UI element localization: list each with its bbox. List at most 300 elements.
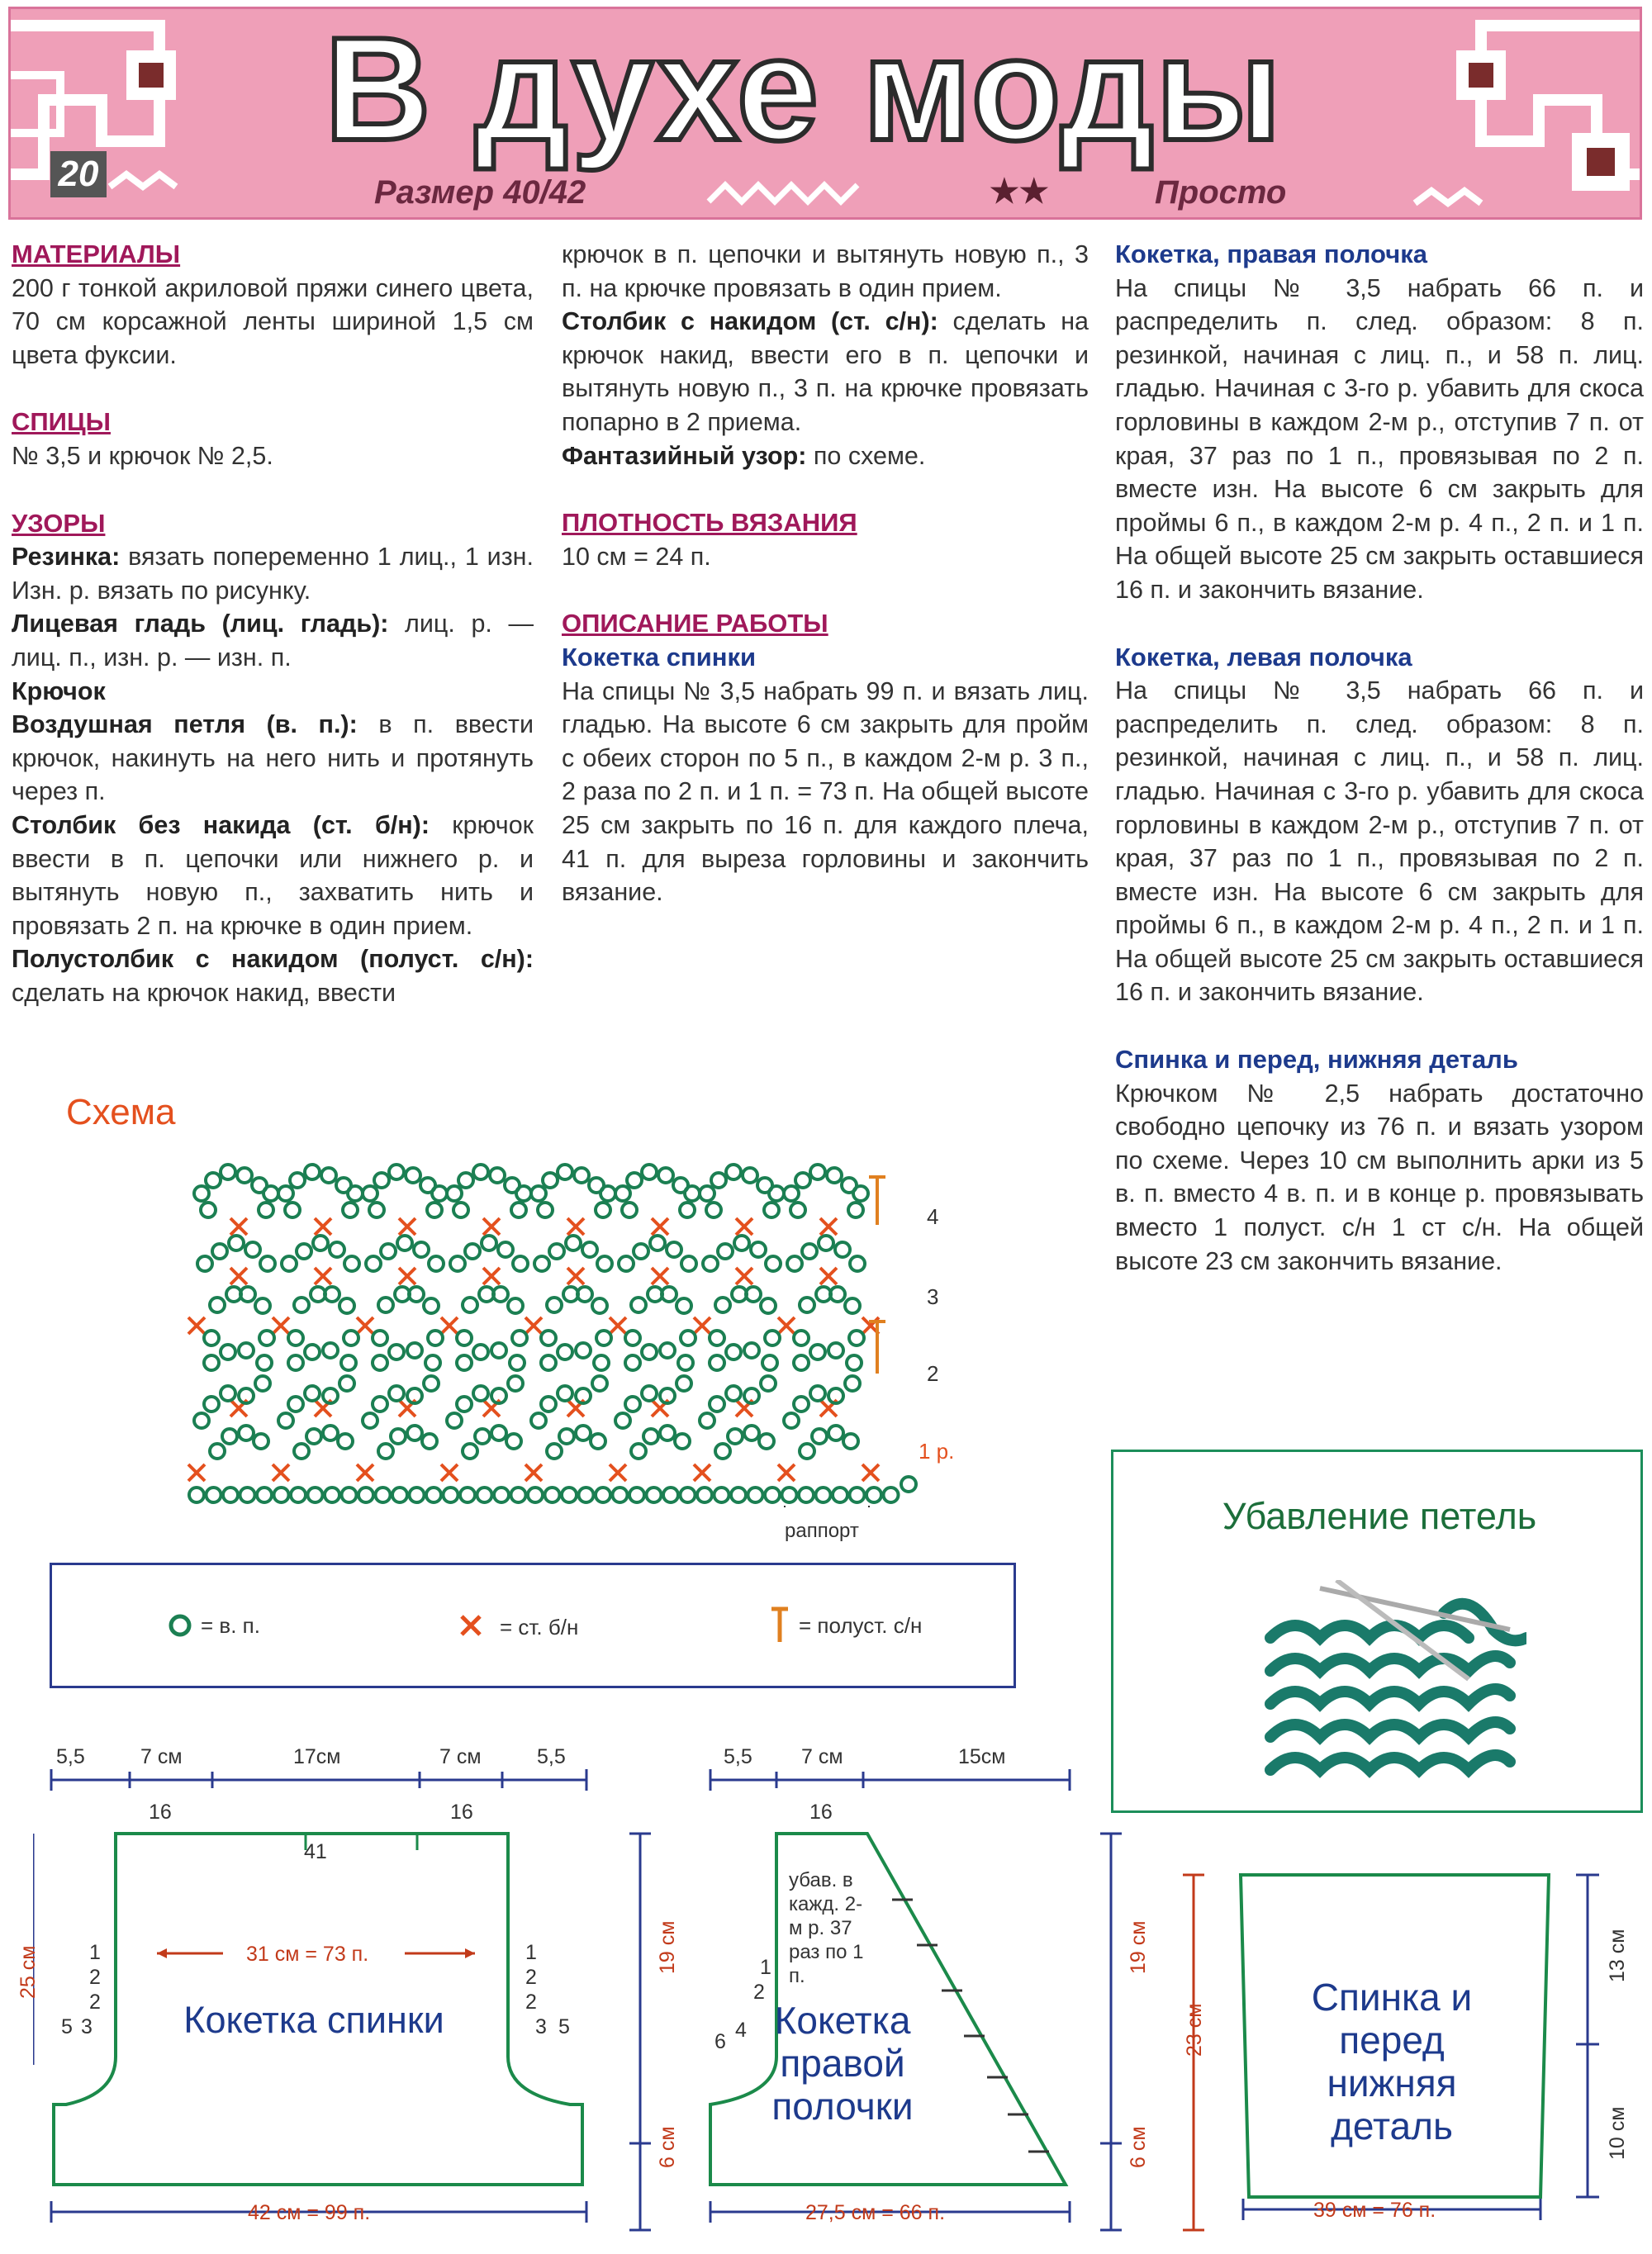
chain-stitch bbox=[508, 1298, 523, 1313]
chain-stitch bbox=[596, 1203, 610, 1217]
chain-stitch bbox=[424, 1376, 439, 1391]
chain-stitch bbox=[710, 1355, 724, 1370]
chain-stitch bbox=[576, 1343, 591, 1358]
sc-stitch bbox=[567, 1218, 584, 1235]
chain-stitch bbox=[726, 1386, 741, 1401]
chain-description: Воздушная петля (в. п.): в п. ввести крючок, накинуть на него нить и протянуть через п. bbox=[12, 710, 534, 806]
sc-stitch bbox=[778, 1464, 795, 1481]
chain-stitch bbox=[255, 1298, 270, 1313]
chain-stitch bbox=[615, 1186, 630, 1201]
chain-stitch bbox=[743, 1168, 757, 1183]
chain-stitch bbox=[378, 1444, 393, 1459]
chain-stitch bbox=[240, 1488, 255, 1502]
chain-stitch bbox=[465, 1244, 480, 1259]
chain-stitch bbox=[453, 1203, 468, 1217]
chain-stitch bbox=[373, 1355, 387, 1370]
chain-stitch bbox=[597, 1256, 612, 1271]
chain-stitch bbox=[391, 1429, 406, 1444]
chain-stitch bbox=[541, 1331, 556, 1345]
front-decr-3: 4 bbox=[735, 2019, 747, 2042]
chain-stitch bbox=[506, 1434, 521, 1449]
chain-stitch bbox=[511, 1488, 526, 1502]
back-yoke-diagram bbox=[33, 1734, 611, 2247]
back-yoke-text: На спицы № 3,5 набрать 99 п. и вязать лиц. гладью. На высоте 6 см закрыть для пройм с обеих сторон по 5 п., в каждом 2-м р. 3 п., 2 раза по 2 п. и 1 п. = 73 п. На общей высоте 25 см закрыть по 16 п. для каждого плеча, 41 п. для выреза горловины и закончить вязание. bbox=[562, 676, 1089, 907]
front-shoulder: 16 bbox=[809, 1801, 833, 1824]
front-decr-4: 6 bbox=[714, 2030, 726, 2053]
chain-stitch bbox=[714, 1488, 729, 1502]
chain-stitch bbox=[787, 1256, 802, 1271]
chain-stitch bbox=[463, 1298, 477, 1312]
chain-stitch bbox=[642, 1165, 657, 1179]
chain-stitch bbox=[206, 1173, 221, 1188]
back-left-decr-3: 2 bbox=[89, 1991, 101, 2014]
chain-stitch bbox=[715, 1444, 730, 1459]
chain-stitch bbox=[422, 1434, 437, 1449]
back-shoulder-left: 16 bbox=[149, 1801, 172, 1824]
patterns-heading: УЗОРЫ bbox=[12, 508, 106, 538]
sc-stitch bbox=[399, 1268, 415, 1284]
chain-stitch bbox=[406, 1168, 420, 1183]
chain-stitch bbox=[194, 1413, 209, 1428]
chain-stitch bbox=[681, 1256, 696, 1271]
chain-stitch bbox=[601, 1186, 615, 1201]
chain-stitch bbox=[508, 1376, 523, 1391]
materials-text: 200 г тонкой акриловой пряжи синего цвета, 70 см корсажной ленты шириной 1,5 см цвета фуксии. bbox=[12, 273, 534, 369]
page-title: В духе моды bbox=[325, 7, 1284, 171]
back-right-decr-2: 2 bbox=[525, 1966, 537, 1989]
sc-stitch bbox=[483, 1268, 500, 1284]
chain-stitch bbox=[582, 1242, 597, 1257]
chain-stitch bbox=[810, 1345, 825, 1360]
chain-stitch bbox=[728, 1429, 743, 1444]
chain-stitch bbox=[222, 1429, 237, 1444]
chain-stitch bbox=[397, 1236, 412, 1250]
legend-sc: = ст. б/н bbox=[500, 1615, 579, 1639]
chain-stitch bbox=[711, 1173, 726, 1188]
difficulty-label: Просто bbox=[1155, 174, 1287, 211]
chain-stitch bbox=[558, 1386, 572, 1401]
chain-stitch bbox=[543, 1173, 558, 1188]
chain-stitch bbox=[558, 1165, 572, 1179]
chain-stitch bbox=[510, 1355, 525, 1370]
lower-piece-label: Спинка и перед нижняя деталь bbox=[1311, 1976, 1473, 2147]
hdc-symbol-icon bbox=[767, 1605, 792, 1646]
back-bottom-label: 42 см = 99 п. bbox=[248, 2201, 371, 2224]
sc-stitch bbox=[315, 1268, 331, 1284]
chain-stitch bbox=[201, 1203, 216, 1217]
chain-stitch bbox=[802, 1244, 817, 1259]
chain-stitch bbox=[206, 1488, 221, 1502]
chain-stitch bbox=[531, 1186, 546, 1201]
chain-stitch bbox=[866, 1488, 881, 1502]
chain-stitch bbox=[389, 1165, 404, 1179]
middle-column bbox=[562, 238, 1089, 909]
scheme-row-4: 4 bbox=[927, 1204, 939, 1229]
lower-bottom-label: 39 см = 76 п. bbox=[1313, 2199, 1436, 2222]
sc-stitch bbox=[820, 1268, 837, 1284]
chain-stitch bbox=[547, 1298, 562, 1312]
chain-stitch bbox=[204, 1331, 219, 1345]
chain-stitch bbox=[457, 1355, 472, 1370]
chain-stitch bbox=[341, 1355, 356, 1370]
chain-stitch bbox=[254, 1434, 268, 1449]
chain-stitch bbox=[255, 1376, 270, 1391]
chain-stitch bbox=[643, 1429, 658, 1444]
chain-stitch bbox=[663, 1488, 678, 1502]
sc-stitch bbox=[315, 1218, 331, 1235]
chain-stitch bbox=[245, 1242, 260, 1257]
sc-stitch bbox=[862, 1464, 879, 1481]
sc-stitch bbox=[778, 1317, 795, 1334]
chain-stitch bbox=[625, 1397, 640, 1412]
back-dim-5: 5,5 bbox=[537, 1745, 566, 1768]
chain-stitch bbox=[592, 1376, 607, 1391]
chain-stitch bbox=[531, 1413, 546, 1428]
hdc-stitch bbox=[869, 1322, 885, 1374]
right-yoke-text: На спицы № 3,5 набрать 66 п. и распределить п. след. образом: 8 п. резинкой, начиная с лиц. п., и 58 п. лиц. гладью. Начиная с 3-го р. убавить для скоса горловины в каждом 2-м р., отступив 7 п. от края, 37 раз по 1 п., провязывая по 2 п. вместе изн. На высоте 6 см закрыть для проймы 6 п., в каждом 2-м р. 4 п., 2 п. и 1 п. На общей высоте 25 см закрыть оставшиеся 16 п. и закончить вязание. bbox=[1115, 273, 1644, 604]
front-dim-1: 5,5 bbox=[724, 1745, 752, 1768]
chain-stitch bbox=[629, 1488, 644, 1502]
chain-stitch bbox=[424, 1298, 439, 1313]
chain-stitch bbox=[197, 1256, 212, 1271]
crochet-scheme bbox=[182, 1160, 975, 1507]
chain-stitch bbox=[348, 1186, 363, 1201]
chain-stitch bbox=[294, 1444, 309, 1459]
chain-stitch bbox=[389, 1386, 404, 1401]
back-dim-4: 7 см bbox=[439, 1745, 482, 1768]
chain-stitch bbox=[305, 1345, 320, 1360]
front-decr-1: 1 bbox=[760, 1956, 771, 1979]
chain-stitch bbox=[800, 1444, 814, 1459]
chain-stitch bbox=[511, 1203, 526, 1217]
chain-stitch bbox=[847, 1355, 862, 1370]
chain-stitch bbox=[541, 1355, 556, 1370]
chain-stitch bbox=[212, 1244, 227, 1259]
chain-stitch bbox=[490, 1168, 505, 1183]
chain-stitch bbox=[373, 1331, 387, 1345]
gauge-text: 10 см = 24 п. bbox=[562, 542, 711, 571]
chain-stitch bbox=[647, 1488, 662, 1502]
chain-stitch bbox=[562, 1488, 577, 1502]
chain-stitch bbox=[282, 1256, 297, 1271]
zigzag-icon bbox=[705, 178, 870, 208]
sc-stitch bbox=[652, 1268, 668, 1284]
chain-stitch bbox=[819, 1236, 833, 1250]
chain-stitch bbox=[263, 1186, 278, 1201]
back-lower-height: 6 см bbox=[656, 2126, 679, 2168]
scheme-row-1: 1 р. bbox=[919, 1439, 955, 1464]
back-upper-height: 19 см bbox=[656, 1920, 679, 1974]
chain-stitch bbox=[288, 1397, 303, 1412]
legend-hdc: = полуст. с/н bbox=[799, 1613, 923, 1638]
lower-lower-height: 10 см bbox=[1606, 2106, 1629, 2160]
sc-stitch bbox=[525, 1464, 542, 1481]
chain-stitch bbox=[710, 1397, 724, 1412]
left-column bbox=[12, 238, 534, 1009]
chain-stitch bbox=[726, 1345, 741, 1360]
chain-stitch bbox=[221, 1165, 235, 1179]
chain-stitch bbox=[762, 1355, 777, 1370]
page-number: 20 bbox=[50, 151, 107, 197]
chain-stitch bbox=[810, 1165, 825, 1179]
sc-stitch bbox=[736, 1268, 752, 1284]
chain-stitch bbox=[901, 1477, 916, 1492]
chain-stitch bbox=[321, 1168, 336, 1183]
chain-stitch bbox=[313, 1236, 328, 1250]
repeat-bracket bbox=[785, 1506, 869, 1507]
chain-stitch bbox=[726, 1165, 741, 1179]
chain-stitch bbox=[538, 1203, 553, 1217]
chain-stitch bbox=[748, 1488, 763, 1502]
chain-stitch bbox=[189, 1488, 204, 1502]
hdc-continuation: крючок в п. цепочки и вытянуть новую п., 3 п. на крючке провязать в один прием. bbox=[562, 240, 1089, 302]
chain-stitch bbox=[392, 1488, 407, 1502]
chain-stitch bbox=[447, 1186, 462, 1201]
back-right-decr-3: 2 bbox=[525, 1991, 537, 2014]
chain-stitch bbox=[257, 1355, 272, 1370]
chain-stitch bbox=[374, 1173, 389, 1188]
chain-stitch bbox=[274, 1488, 289, 1502]
chain-stitch bbox=[291, 1488, 306, 1502]
chain-stitch bbox=[734, 1236, 749, 1250]
sc-stitch bbox=[230, 1268, 247, 1284]
chain-stitch bbox=[850, 1256, 865, 1271]
chain-stitch bbox=[534, 1256, 549, 1271]
chain-stitch bbox=[306, 1429, 321, 1444]
chain-stitch bbox=[794, 1331, 809, 1345]
chain-stitch bbox=[491, 1426, 506, 1440]
chain-stitch bbox=[710, 1331, 724, 1345]
chain-stitch bbox=[366, 1256, 381, 1271]
chain-stitch bbox=[850, 1488, 865, 1502]
chain-stitch bbox=[800, 1298, 814, 1312]
chain-stitch bbox=[596, 1488, 610, 1502]
chain-stitch bbox=[229, 1236, 244, 1250]
gauge-heading: ПЛОТНОСТЬ ВЯЗАНИЯ bbox=[562, 508, 857, 538]
chain-stitch bbox=[444, 1488, 458, 1502]
sc-stitch bbox=[399, 1218, 415, 1235]
chain-stitch bbox=[731, 1488, 746, 1502]
chain-stitch bbox=[498, 1242, 513, 1257]
back-dim-2: 7 см bbox=[140, 1745, 183, 1768]
decrease-title: Убавление петель bbox=[1222, 1495, 1537, 1537]
front-bottom-label: 27,5 см = 66 п. bbox=[805, 2201, 946, 2224]
chain-stitch bbox=[634, 1244, 648, 1259]
chain-stitch bbox=[667, 1242, 681, 1257]
chain-stitch bbox=[528, 1488, 543, 1502]
chain-stitch bbox=[784, 1413, 799, 1428]
chain-stitch bbox=[237, 1168, 252, 1183]
legend-chain: = в. п. bbox=[201, 1613, 260, 1638]
chain-stitch bbox=[288, 1355, 303, 1370]
chain-stitch bbox=[845, 1376, 860, 1391]
chain-stitch bbox=[482, 1236, 496, 1250]
chain-stitch bbox=[765, 1331, 780, 1345]
size-label: Размер 40/42 bbox=[374, 174, 586, 211]
sc-stitch bbox=[441, 1464, 458, 1481]
chain-stitch bbox=[425, 1355, 440, 1370]
chain-stitch bbox=[260, 1256, 275, 1271]
front-dim-2: 7 см bbox=[801, 1745, 843, 1768]
chain-stitch bbox=[794, 1355, 809, 1370]
chain-stitch bbox=[339, 1298, 354, 1313]
header-banner bbox=[8, 7, 1642, 220]
sc-stitch bbox=[736, 1218, 752, 1235]
chain-stitch bbox=[853, 1186, 868, 1201]
back-neck: 41 bbox=[304, 1840, 327, 1863]
chain-stitch bbox=[650, 1236, 665, 1250]
scheme-row-2: 2 bbox=[927, 1361, 939, 1386]
chain-stitch bbox=[239, 1426, 254, 1440]
chain-stitch bbox=[685, 1186, 700, 1201]
chain-stitch bbox=[615, 1413, 630, 1428]
hdc-stitch bbox=[869, 1177, 885, 1225]
chain-stitch bbox=[642, 1345, 657, 1360]
chain-stitch bbox=[323, 1343, 338, 1358]
chain-stitch bbox=[706, 1203, 721, 1217]
back-height-ruler bbox=[628, 1825, 661, 2238]
chain-stitch bbox=[308, 1488, 323, 1502]
chain-stitch bbox=[325, 1488, 339, 1502]
chain-stitch bbox=[290, 1173, 305, 1188]
back-yoke-label: Кокетка спинки bbox=[183, 1999, 444, 2041]
chain-stitch bbox=[765, 1488, 780, 1502]
chain-stitch bbox=[703, 1256, 718, 1271]
chain-stitch bbox=[457, 1331, 472, 1345]
lower-upper-height: 13 см bbox=[1606, 1929, 1629, 1982]
chain-stitch bbox=[676, 1376, 691, 1391]
front-total-height: 23 см bbox=[1183, 2003, 1206, 2057]
chain-stitch bbox=[574, 1168, 589, 1183]
chain-stitch bbox=[744, 1343, 759, 1358]
hook-heading: Крючок bbox=[12, 676, 106, 705]
chain-stitch bbox=[558, 1345, 572, 1360]
chain-stitch bbox=[631, 1444, 646, 1459]
chain-stitch bbox=[512, 1331, 527, 1345]
scheme-row-3: 3 bbox=[927, 1284, 939, 1309]
back-right-decr-5: 5 bbox=[558, 2015, 570, 2038]
chain-stitch bbox=[579, 1488, 594, 1502]
chain-stitch bbox=[513, 1256, 528, 1271]
chain-stitch bbox=[407, 1426, 422, 1440]
chain-stitch bbox=[795, 1173, 810, 1188]
repeat-label: раппорт bbox=[785, 1520, 859, 1542]
chain-stitch bbox=[194, 1186, 209, 1201]
chain-stitch bbox=[278, 1413, 293, 1428]
chain-stitch bbox=[697, 1488, 712, 1502]
sc-stitch bbox=[820, 1218, 837, 1235]
chain-stitch bbox=[376, 1488, 391, 1502]
chain-stitch bbox=[566, 1236, 581, 1250]
chain-stitch bbox=[259, 1203, 273, 1217]
chain-stitch bbox=[625, 1331, 640, 1345]
chain-stitch bbox=[591, 1434, 605, 1449]
chain-stitch bbox=[576, 1426, 591, 1440]
chain-stitch bbox=[363, 1413, 377, 1428]
back-left-decr-5: 5 bbox=[61, 2015, 73, 2038]
chain-stitch bbox=[278, 1186, 293, 1201]
chain-stitch bbox=[625, 1355, 640, 1370]
chain-stitch bbox=[358, 1488, 373, 1502]
chain-stitch bbox=[631, 1298, 646, 1312]
dc-description: Столбик с накидом (ст. с/н): сделать на крючок накид, ввести его в п. цепочки и вытянуть новую п., 3 п. на крючке провязать попарно в 2 приема. bbox=[562, 307, 1089, 436]
chain-stitch bbox=[547, 1444, 562, 1459]
chain-stitch bbox=[541, 1397, 556, 1412]
back-height-label: 25 см bbox=[17, 1945, 40, 1999]
sc-description: Столбик без накида (ст. б/н): крючок ввести в п. цепочки или нижнего р. и вытянуть новую п., захватить нить и провязать 2 п. на крючке в один прием. bbox=[12, 810, 534, 940]
back-right-decr-1: 1 bbox=[525, 1941, 537, 1964]
chain-stitch bbox=[204, 1355, 219, 1370]
chain-stitch bbox=[204, 1397, 219, 1412]
sc-stitch bbox=[441, 1317, 458, 1334]
chain-stitch bbox=[848, 1203, 863, 1217]
chain-stitch bbox=[473, 1165, 488, 1179]
chain-stitch bbox=[833, 1488, 847, 1502]
chain-stitch bbox=[828, 1426, 843, 1440]
chain-stitch bbox=[642, 1386, 657, 1401]
chain-stitch bbox=[475, 1429, 490, 1444]
chain-stitch bbox=[751, 1242, 766, 1257]
chain-stitch bbox=[761, 1298, 776, 1313]
legend-box bbox=[50, 1563, 1016, 1688]
chain-stitch bbox=[828, 1343, 843, 1358]
chain-stitch bbox=[428, 1331, 443, 1345]
chain-stitch bbox=[338, 1434, 353, 1449]
chain-stitch bbox=[790, 1203, 805, 1217]
sc-stitch bbox=[525, 1317, 542, 1334]
chain-stitch bbox=[221, 1386, 235, 1401]
chain-stitch bbox=[432, 1186, 447, 1201]
chain-stitch bbox=[613, 1488, 628, 1502]
sc-stitch bbox=[357, 1464, 373, 1481]
chain-stitch bbox=[305, 1165, 320, 1179]
chain-stitch bbox=[675, 1434, 690, 1449]
chain-stitch bbox=[849, 1331, 864, 1345]
front-decrease-note: убав. в кажд. 2-м р. 37 раз по 1 п. bbox=[789, 1869, 864, 1987]
chain-stitch bbox=[766, 1256, 781, 1271]
sc-stitch bbox=[188, 1317, 205, 1334]
sc-stitch bbox=[273, 1464, 289, 1481]
sc-stitch bbox=[610, 1317, 626, 1334]
front-dim-3: 15см bbox=[958, 1745, 1006, 1768]
right-ornament-icon bbox=[1407, 9, 1642, 220]
chain-stitch bbox=[257, 1488, 272, 1502]
chain-stitch bbox=[516, 1186, 531, 1201]
chain-stitch bbox=[884, 1488, 899, 1502]
sc-stitch bbox=[357, 1317, 373, 1334]
lower-piece-text: Крючком № 2,5 набрать достаточно свободно цепочку из 76 п. и вязать узором по схеме. Через 10 см выполнить арки из 5 в. п. вместо 4 в. п. и в конце р. провязывать вместо 1 полуст. с/н 1 ст с/н. На общей высоте 23 см закончить вязание. bbox=[1115, 1079, 1644, 1275]
chain-stitch bbox=[294, 1298, 309, 1312]
chain-stitch bbox=[407, 1343, 422, 1358]
chain-stitch bbox=[812, 1429, 827, 1444]
chain-stitch bbox=[594, 1355, 609, 1370]
chain-stitch bbox=[210, 1298, 225, 1312]
chain-stitch bbox=[339, 1376, 354, 1391]
chain-stitch bbox=[619, 1256, 634, 1271]
scheme-label: Схема bbox=[66, 1092, 176, 1132]
sc-stitch bbox=[610, 1464, 626, 1481]
chain-stitch bbox=[494, 1488, 509, 1502]
chain-stitch bbox=[473, 1386, 488, 1401]
chain-stitch bbox=[784, 1186, 799, 1201]
work-heading: ОПИСАНИЕ РАБОТЫ bbox=[562, 609, 828, 638]
chain-stitch bbox=[794, 1397, 809, 1412]
sc-stitch bbox=[567, 1268, 584, 1284]
chain-stitch bbox=[761, 1376, 776, 1391]
chain-stitch bbox=[681, 1488, 695, 1502]
chain-stitch bbox=[450, 1256, 465, 1271]
chain-stitch bbox=[810, 1386, 825, 1401]
